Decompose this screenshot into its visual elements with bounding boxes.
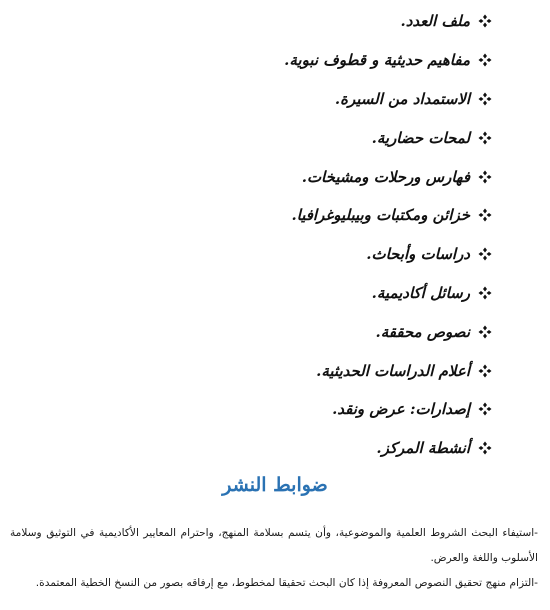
- list-item: [52, 157, 492, 196]
- list-item: [52, 80, 492, 119]
- topic-label: أنشطة المركز.: [376, 439, 470, 458]
- diamond-bullet-icon: [478, 208, 492, 222]
- diamond-bullet-icon: [478, 170, 492, 184]
- topic-label: رسائل أكاديمية.: [371, 283, 470, 302]
- list-item: [52, 351, 492, 390]
- topic-label: مفاهيم حديثية و قطوف نبوية.: [284, 51, 470, 70]
- diamond-bullet-icon: [478, 441, 492, 455]
- diamond-bullet-icon: [478, 53, 492, 67]
- topic-label: دراسات وأبحاث.: [366, 245, 470, 264]
- diamond-bullet-icon: [478, 402, 492, 416]
- topic-label: الاستمداد من السيرة.: [334, 89, 470, 108]
- topic-label: خزائن ومكتبات وبيبليوغرافيا.: [291, 206, 470, 225]
- list-item: [52, 429, 492, 468]
- list-item: [52, 390, 492, 429]
- diamond-bullet-icon: [478, 286, 492, 300]
- list-item: [52, 235, 492, 274]
- list-item: [52, 2, 492, 41]
- rule-paragraph: -التزام منهج تحقيق النصوص المعروفة إذا كان البحث تحقيقا لمخطوط، مع إرفاقه بصور من النسخ الخطية المعتمدة.: [35, 576, 538, 589]
- topic-label: نصوص محققة.: [375, 322, 470, 341]
- list-item: [52, 312, 492, 351]
- topic-label: لمحات حضارية.: [371, 128, 470, 147]
- diamond-bullet-icon: [478, 325, 492, 339]
- list-item: [52, 118, 492, 157]
- section-heading: ضوابط النشر: [222, 474, 328, 496]
- topics-list: [52, 2, 492, 468]
- topic-label: فهارس ورحلات ومشيخات.: [301, 167, 470, 186]
- diamond-bullet-icon: [478, 131, 492, 145]
- topic-label: ملف العدد.: [400, 12, 470, 31]
- rule-paragraph: -استيفاء البحث الشروط العلمية والموضوعية، وأن يتسم بسلامة المنهج، واحترام المعايير الأكاديمية في التوثيق وسلامة الأسلوب واللغة والعرض.: [10, 526, 538, 564]
- topic-label: إصدارات: عرض ونقد.: [332, 400, 470, 419]
- list-item: [52, 274, 492, 313]
- diamond-bullet-icon: [478, 364, 492, 378]
- diamond-bullet-icon: [478, 14, 492, 28]
- list-item: [52, 41, 492, 80]
- topic-label: أعلام الدراسات الحديثية.: [316, 361, 470, 380]
- diamond-bullet-icon: [478, 247, 492, 261]
- list-item: [52, 196, 492, 235]
- diamond-bullet-icon: [478, 92, 492, 106]
